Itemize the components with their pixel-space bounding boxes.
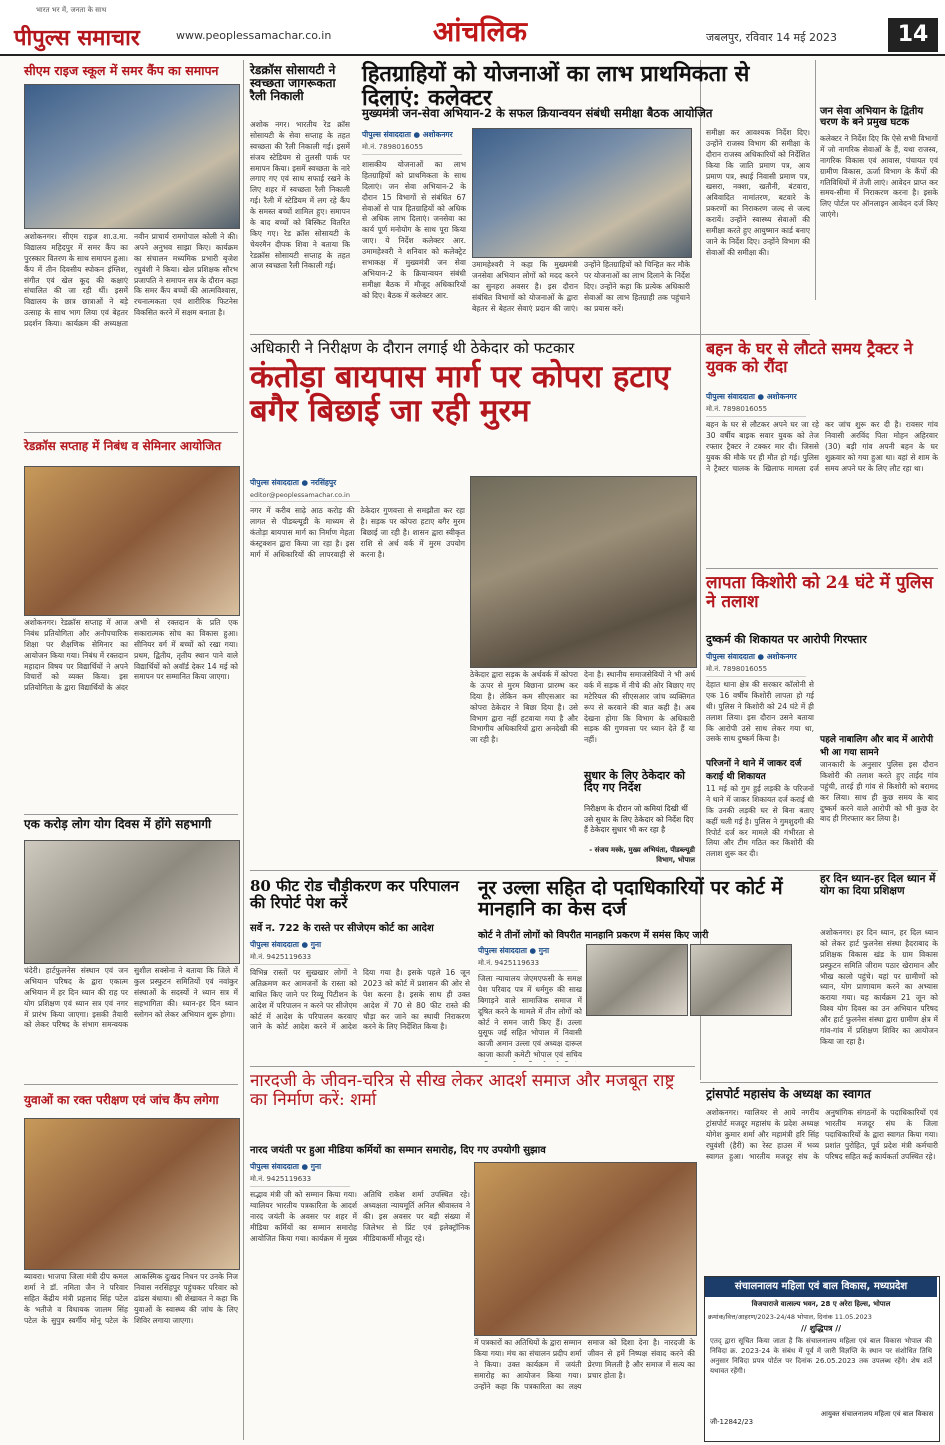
section-rule (706, 568, 938, 569)
page-number: 14 (888, 18, 938, 52)
story-subhead: नारद जयंती पर हुआ मीडिया कर्मियों का सम्मान समारोह, दिए गए उपयोगी सुझाव (250, 1145, 546, 1156)
story-body: नगर में करीब साढ़े आठ करोड़ की लागत से पीडब्ल्यूडी के माध्यम से कंतोड़ा बायपास मार्ग का निर्माण मेहता कंस्ट्रक्शन द्वारा किया जा रहा है। इस मार्ग में अधिकारियों की लापरवाही से ठेकेदार गुणवत्ता से समझौता कर रहा है। सड़क पर कोपरा हटाए बगैर मुरम बिछाई जा रही है। शासन द्वारा स्वीकृत राशि से अर्थ वर्क में मुरम उपयोग करना है। (250, 506, 465, 559)
story-body: जानकारी के अनुसार पुलिस इस दौरान किशोरी की तलाश करते हुए ताईद गांव पहुंची, तारई ही गांव से किशोरी को बरामद कर लिया। साथ ही कुछ समय के बाद दुष्कर्म करने वाले आरोपी को भी कुछ देर बाद ही गिरफ्तार कर लिया है। (820, 760, 938, 824)
story-body: में पत्रकारों का अतिथियों के द्वारा सम्मान किया गया। मंच का संचालन प्रदीप शर्मा ने किया। उक्त कार्यक्रम में जयंती समारोह का आयोजन किया गया। उन्होंने कहा कि पत्रकारिता का लक्ष्य समाज को दिशा देना है। नारदजी के जीवन से हमें निष्पक्ष संवाद करने की प्रेरणा मिलती है और समाज में सत्य का प्रचार होता है। (474, 1338, 695, 1391)
mobile-number: मो.नं. 7898016055 (706, 665, 806, 677)
story-body: सद्भाव मंत्री जी को सम्मान किया गया। ग्वालियर भारतीय पत्रकारिता के आदर्श नारद जयंती के अवसर पर शहर में मीडिया कर्मियों का सम्मान समारोह आयोजित किया गया। कार्यक्रम में मुख्य अतिथि राकेश शर्मा उपस्थित रहे। अध्यक्षता न्यायमूर्ति अनिल श्रीवास्तव ने की। इस अवसर पर बड़ी संख्या में जिलेभर से प्रिंट एवं इलेक्ट्रॉनिक मीडियाकर्मी मौजूद रहे। (250, 1190, 470, 1243)
section-rule (700, 1082, 938, 1083)
logo: पीपुल्स समाचार (14, 25, 140, 51)
story-body: अशोकनगर। रेडक्रॉस सप्ताह में आज निबंध प्रतियोगिता और अनौपचारिक शिक्षा पर शैक्षणिक सेमिनार का आयोजन किया गया। निबंध में रक्तदान महादान विषय पर विद्यार्थियों ने अपने विचारों को व्यक्त किया। इस प्रतियोगिता के द्वारा विद्यार्थियों के अंदर अभी से रक्तदान के प्रति एक सकारात्मक सोच का विकास हुआ। सीनियर वर्ग में बच्चों को रखा गया। प्रथम, द्वितीय, तृतीय स्थान पाने वाले विद्यार्थियों को अवॉर्ड देकर 14 मई को समापन पर सम्मानित किया जाएगा। (24, 618, 238, 693)
story-headline: युवाओं का रक्त परीक्षण एवं जांच कैंप लगेगा (24, 1093, 219, 1107)
mobile-number: मो.नं. 7898016055 (706, 405, 806, 417)
story-headline: सीएम राइज स्कूल में समर कैंप का समापन (24, 63, 219, 78)
story-body: ब्यावरा। भाजपा जिला मंत्री दीप कमल शर्मा ने डॉ. नमिता जैन ने परिवार सहित केंद्रीय मंत्री प्रहलाद सिंह पटेल के भतीजे व विधायक जालम सिंह पटेल के सुपुत्र स्वर्गीय मोनू पटेल के आकस्मिक दुःखद निधन पर उनके निज निवास नरसिंहपुर पहुंचकर परिवार को ढांढस बंधाया। श्री शेखावत ने कहा कि युवाओं के स्वास्थ्य की जांच के लिए शिविर लगाया जाएगा। (24, 1272, 238, 1325)
lead-body: समीक्षा कर आवश्यक निर्देश दिए। उन्होंने राजस्व विभाग की समीक्षा के दौरान राजस्व अधिकारियों को निर्देशित किया कि जाति प्रमाण पत्र, आय प्रमाण पत्र, स्थाई निवासी प्रमाण पत्र, खसरा, नक्शा, खतौनी, बंटवारा, अविवादित नामांतरण, बटवारे के प्रकरणों का निराकरण जल्द से जल्द करायें। उन्होंने स्वास्थ्य सेवाओं की समीक्षा करते हुए आयुष्मान कार्ड बनाए जाने के निर्देश दिए। उन्होंने विभाग की सेवाओं की समीक्षा की। (706, 128, 810, 257)
photo-bypass-road (470, 476, 697, 668)
tender-body: एतद् द्वारा सूचित किया जाता है कि संचालनालय महिला एवं बाल विकास भोपाल की निविदा क्र. 2023-24 के संबंध में पूर्व में जारी विज्ञप्ति के स्थान पर संशोधित तिथि अनुसार निविदा प्रपत्र पोर्टल पर दिनांक 26.05.2023 तक उपलब्ध रहेंगे। शेष शर्तें यथावत रहेंगी। (710, 1337, 932, 1376)
column-rule (700, 60, 701, 1080)
story-body: चंदेरी। हार्टफुलनेस संस्थान एवं जन अभियान परिषद के द्वारा एकात्म अभियान में हर दिन ध्यान की राह पर योग प्रशिक्षण एवं ध्यान सत्र एवं नगर में प्रारंभ किया जाएगा। इसकी तैयारी को लेकर परिषद के संभाग समन्वयक सुशील सक्सेना ने बताया कि जिले में कुल प्रस्फुटन समितियों एवं नवांकुर संस्थाओं के सदस्यों ने ध्यान सत्र में सहभागिता की। ध्यान-हर दिन ध्यान स्लोगन को लेकर अभियान शुरू होगा। (24, 966, 238, 1030)
callout-body: निरीक्षण के दौरान जो कमियां दिखी थीं उसे सुधार के लिए ठेकेदार को निर्देश दिए हैं ठेकेदार सुधार भी कर रहा है (584, 804, 694, 834)
byline: पीपुल्स संवाददाता ● गुना (250, 1162, 322, 1171)
tender-signature: आयुक्त संचालनालय महिला एवं बाल विकास (820, 1410, 934, 1418)
mobile-number: मो.नं. 9425119633 (478, 959, 578, 971)
lead-headline: हितग्राहियों को योजनाओं का लाभ प्राथमिकता से दिलाएं: कलेक्टर (362, 61, 750, 112)
photo-narad-event (474, 1162, 697, 1336)
tender-code: जी-12842/23 (710, 1418, 754, 1426)
section-title: आंचलिक (432, 15, 528, 48)
story-body: अशोकनगर। ग्वालियर से आये नगरीय ट्रांसपोर्ट मजदूर महासंघ के प्रदेश अध्यक्ष योगेश कुमार शर्मा और महामंत्री हरि सिंह रघुवंशी (हैरी) का रेस्ट हाउस में भव्य स्वागत हुआ। भारतीय मजदूर संघ के अनुषांगिक संगठनों के पदाधिकारियों एवं भारतीय मजदूर संघ के जिला पदाधिकारियों के द्वारा स्वागत किया गया। प्रशांत पुरोहित, पूर्व प्रदेश मंत्री कर्मचारी परिषद सहित कई कार्यकर्ता उपस्थित रहे। (706, 1108, 938, 1161)
story-subhead: कोर्ट ने तीनों लोगों को विपरीत मानहानि प्रकरण में समंस किए जारी (478, 930, 709, 941)
story-headline: हर दिन ध्यान-हर दिल ध्यान में योग का दिया प्रशिक्षण (820, 873, 936, 897)
lead-body: उमामहेश्वरी ने कहा कि मुख्यमंत्री जनसेवा अभियान लोगों को मदद करने का सुनहरा अवसर है। इस दौरान संबंधित विभागों को योजनाओं के द्वारा बेहतर से बेहतर सेवाएं प्रदान की जाएं। उन्होंने हितग्राहियों को चिन्हित कर मौके पर योजनाओं का लाभ दिलाने के निर्देश दिए। उन्होंने कहा कि प्रत्येक अधिकारी सेवाओं का लाभ हितग्राही तक पहुंचाने का प्रयास करें। (472, 260, 690, 313)
story-headline: एक करोड़ लोग योग दिवस में होंगे सहभागी (24, 817, 212, 831)
story-body: अशोकनगर। सीएम राइज शा.उ.मा. विद्यालय महिदपुर में समर कैंप का पुरस्कार वितरण के साथ समापन हुआ। कैंप में तीन दिवसीय स्पोकन इंग्लिश, संगीत एवं खेल कूद की कक्षाएं संचालित की जा रही थीं। इसमें विद्यालय के छात्र छात्राओं ने बड़े उत्साह के साथ भाग लिया एवं बेहतर प्रदर्शन किया। कार्यक्रम की अध्यक्षता नवीन प्राचार्य रामगोपाल कोली ने की। अपने अनुभव साझा किए। कार्यक्रम का संचालन मध्यमिक प्रभारी बृजेश रघुवंशी ने किया। खेल प्रशिक्षक सौरभ प्रजापति ने समापन सत्र के दौरान कहा कि समर कैंप बच्चों की आत्मविश्वास, रचनात्मकता एवं शारीरिक फिटनेस विकसित करने में सक्षम बनाता है। (24, 232, 238, 328)
story-body: 11 मई को गुम हुई लड़की के परिजनों ने थाने में जाकर शिकायत दर्ज कराई थी कि उनकी लड़की घर से बिना बताए कहीं चली गई है। पुलिस ने गुमशुदगी की रिपोर्ट दर्ज कर मामले की गंभीरता से लिया और टीम गठित कर किशोरी की तलाश शुरू कर दी। (706, 784, 814, 859)
story-body: ठेकेदार द्वारा सड़क के अर्थवर्क में कोपरा के ऊपर से मुरम बिछाना प्रारम्भ कर दिया है। लेकिन कम सीएसआर का कोपरा ठेकेदार ने बिछा दिया है। उसे विभाग द्वारा नहीं हटवाया गया है और विभागीय अधिकारियों द्वारा अनदेखी की जा रही है। (470, 670, 578, 745)
lead-body: शासकीय योजनाओं का लाभ हितग्राहियों को प्राथमिकता के साथ दिलाएं। जन सेवा अभियान-2 के दौरान 15 विभागों से संबंधित 67 सेवाओं से पात्र हितग्राहियों को अधिक से अधिक लाभ दिलाएं। जनसेवा का कार्य पूर्ण मनोयोग के साथ पूरा किया जाए। ये निर्देश कलेक्टर आर. उमामहेश्वरी ने शनिवार को कलेक्ट्रेट सभाकक्ष में मुख्यमंत्री जन सेवा अभियान-2 के क्रियान्वयन संबंधी समीक्षा बैठक में मौजूद अधिकारियों को दिए। बैठक में कलेक्टर आर. (362, 160, 466, 300)
story-headline: रेडक्रॉस सोसायटी ने स्वच्छता जागरूकता रैली निकाली (250, 63, 336, 104)
section-rule (24, 814, 238, 815)
story-body: जिला न्यायालय जेएमएफसी के समक्ष पेश परिवाद पत्र में धर्मगुरु की साख बिगाड़ने वाले सामाजिक समाज में दूषित करने के मामले में तीन लोगों को कोर्ट ने समन जारी किए हैं। उल्ला युसूफ जई सहित भोपाल में निवासी काजी अमान उल्ला एवं अध्यक्ष दारूल काजा काजी कमेटी भोपाल एवं सचिव (478, 974, 582, 1060)
photo-condolence (24, 1118, 240, 1270)
section-rule (24, 1084, 238, 1085)
story-headline: रेडक्रॉस सप्ताह में निबंध व सेमिनार आयोजित (24, 439, 222, 453)
photo-accused-2 (690, 944, 792, 1016)
column-rule (243, 60, 244, 1440)
story-subhead: पहले नाबालिग और बाद में आरोपी भी आ गया सामने (820, 735, 934, 758)
story-subhead: दुष्कर्म की शिकायत पर आरोपी गिरफ्तार (706, 633, 867, 646)
byline: पीपुल्स संवाददाता ● गुना (478, 946, 550, 955)
story-body: देना है। स्थानीय समाजसेवियों ने भी अर्थ वर्क में सड़क में नीचे की ओर बिछाए गए मटेरियल की सीएसआर जांच व्यक्तिगत रूप से करवाने की बात कही है। अब देखना होगा कि विभाग के अधिकारी सड़क की गुणवत्ता पर ध्यान देते हैं या नहीं। (584, 670, 695, 745)
story-body: अशोक नगर। भारतीय रेड क्रॉस सोसायटी के सेवा सप्ताह के तहत स्वच्छता की रैली निकाली गई। इसमें संजय स्टेडियम से तुलसी पार्क पर समापन किया। इसमें स्वच्छता के नारे लगाए गए एवं साथ सफाई रखने के लिए शहर में स्वच्छता रैली निकाली गई। रैली में स्टेडियम में लग रहे कैंप के समस्त बच्चों शामिल हुए। समापन के बाद बच्चों को बिस्किट वितरित किए गए। रेड क्रॉस सोसायटी के चेयरमैन दीपक शिवा ने बताया कि रेडक्रॉस सोसायटी सप्ताह के तहत आज स्वच्छता रैली निकाली गई। (250, 120, 350, 271)
site-url[interactable]: www.peoplessamachar.co.in (176, 29, 332, 42)
mobile-number: मो.नं. 9425119633 (250, 1175, 350, 1187)
column-rule (815, 60, 816, 300)
photo-yoga-meeting (24, 840, 240, 964)
tender-ref: क्रमांक/वित्त/आहरण/2023-24/48 भोपाल, दिनांक 11.05.2023 (708, 1313, 872, 1321)
section-rule (24, 432, 238, 433)
tender-title: संचालनालय महिला एवं बाल विकास, मध्यप्रदेश (705, 1277, 937, 1297)
story-headline: 80 फीट रोड चौड़ीकरण कर परिपालन की रिपोर्ट पेश करें (250, 877, 459, 912)
mobile-number: मो.नं. 7898016055 (362, 143, 462, 155)
story-headline: जन सेवा अभियान के द्वितीय चरण के बने प्रमुख घटक (820, 106, 924, 128)
tender-address: विजयाराजे वात्सल्य भवन, 28 ए अरेरा हिल्स, भोपाल (751, 1300, 891, 1308)
email[interactable]: editor@peoplessamachar.co.in (250, 491, 360, 502)
callout-attribution: - संजय मस्के, मुख्य अभियंता, पीडब्ल्यूडी विभाग, भोपाल (589, 846, 695, 864)
story-headline: बहन के घर से लौटते समय ट्रैक्टर ने युवक को रौंदा (706, 339, 913, 376)
callout-title: सुधार के लिए ठेकेदार को दिए गए निर्देश (584, 769, 686, 795)
section-rule (250, 334, 810, 335)
mobile-number: मो.नं. 9425119633 (250, 953, 350, 965)
story-subhead: सर्वे न. 722 के रास्ते पर सीजेएम कोर्ट का आदेश (250, 923, 434, 934)
lead-deck: मुख्यमंत्री जन-सेवा अभियान-2 के सफल क्रियान्वयन संबंधी समीक्षा बैठक आयोजित (362, 106, 713, 120)
story-body: विभिन्न रास्तों पर सुखखार लोगों ने अतिक्रमण कर आमजनों के रास्ता को बाधित किए जाने पर रिव्यू पिटीशन के आदेश में परिपालन न करने पर सीजेएम कोर्ट में आदेश के परिपालन करवाए जाने के कोर्ट आदेश करने में आदेश दिया गया है। इसके पहले 16 जून 2023 को कोर्ट में प्रशासन की ओर से पेश करना है। इसके साथ ही उक्त आदेश में 70 से 80 फीट रास्ते की चौड़ा कर जाने का स्थायी निराकरण करने के लिए निर्देशित किया है। (250, 968, 470, 1032)
byline: पीपुल्स संवाददाता ● अशोकनगर (362, 130, 453, 139)
byline: पीपुल्स संवाददाता ● अशोकनगर (706, 652, 797, 661)
logo-tagline: भारत भर में, जनता के साथ (36, 6, 107, 14)
narad-headline: नारदजी के जीवन-चरित्र से सीख लेकर आदर्श समाज और मजबूत राष्ट्र का निर्माण करें: शर्मा (250, 1071, 675, 1110)
dateline: जबलपुर, रविवार 14 मई 2023 (706, 31, 838, 44)
story-subhead: परिजनों ने थाने में जाकर दर्ज कराई थी शिकायत (706, 759, 802, 782)
photo-summer-camp (24, 84, 240, 229)
kicker: अधिकारी ने निरीक्षण के दौरान लगाई थी ठेकेदार को फटकार (250, 339, 575, 357)
story-headline: लापता किशोरी को 24 घंटे में पुलिस ने तलाश (706, 573, 933, 612)
tender-label: // शुद्धिपत्र // (800, 1324, 842, 1333)
story-headline: नूर उल्ला सहित दो पदाधिकारियों पर कोर्ट में मानहानि का केस दर्ज (478, 877, 783, 920)
story-body: देहात थाना क्षेत्र की सरकार कॉलोनी से एक 16 वर्षीय किशोरी लापता हो गई थी। पुलिस ने किशोरी को 24 घंटे में ही तलाश लिया। इस दौरान उसने बताया कि आरोपी उसे साथ लेकर गया था, उसके साथ दुष्कर्म किया है। (706, 680, 814, 744)
kantora-headline: कंतोड़ा बायपास मार्ग पर कोपरा हटाए बगैर बिछाई जा रही मुरम (250, 359, 671, 430)
story-body: कलेक्टर ने निर्देश दिए कि ऐसे सभी विभागों में जो नागरिक सेवाओं के हैं, यथा राजस्व, नागरिक विकास एवं आवास, पंचायत एवं ग्रामीण विकास, ऊर्जा विभाग के कैंपों की गतिविधियों में तेजी लाएं। आवेदन प्राप्त कर समय-सीमा में निराकरण करना है। इसके लिए पोर्टल पर ऑनलाइन आवेदन दर्ज किए जाएंगे। (820, 134, 938, 220)
byline: पीपुल्स संवाददाता ● नरसिंहपुर (250, 478, 337, 487)
story-body: अशोकनगर। हर दिन ध्यान, हर दिल ध्यान को लेकर हार्ट फुलनेस संस्था हैदराबाद के प्रशिक्षक विकास खंड के ग्राम विकास प्रस्फुटन समिति जीराम पठार खेरामान और भीख कालो पहुंचे। यहां पर ग्रामीणों को ध्यान, योग प्राणायाम करने का अभ्यास कराया गया। यह कार्यक्रम 21 जून को विश्व योग दिवस का उन अभियान परिषद और हार्ट फुलनेस संस्था द्वारा ग्रामीण क्षेत्र में गांव-गांव में प्रशिक्षण शिविर का आयोजन किया जा रहा है। (820, 928, 938, 1046)
section-rule (250, 870, 938, 871)
byline: पीपुल्स संवाददाता ● अशोकनगर (706, 392, 797, 401)
photo-collector-meeting (472, 128, 692, 258)
photo-accused-1 (586, 944, 688, 1016)
photo-seminar (24, 466, 240, 616)
story-headline: ट्रांसपोर्ट महासंघ के अध्यक्ष का स्वागत (706, 1087, 871, 1101)
byline: पीपुल्स संवाददाता ● गुना (250, 940, 322, 949)
section-rule (250, 1066, 695, 1067)
story-body: बहन के घर से लौटकर अपने घर जा रहे 30 वर्षीय बाइक सवार युवक को तेज रफ्तार ट्रैक्टर ने टक्कर मार दी। जिससे युवक की मौके पर ही मौत हो गई। पुलिस ने ट्रैक्टर चालक के खिलाफ मामला दर्ज कर जांच शुरू कर दी है। रावसर गांव निवासी अरविंद पिता मोहन अहिरवार (30) बड़ी गांव अपनी बहन के घर शुक्रवार को गया हुआ था। वहां से शाम के समय अपने घर के लिए लौट रहा था। (706, 420, 938, 473)
